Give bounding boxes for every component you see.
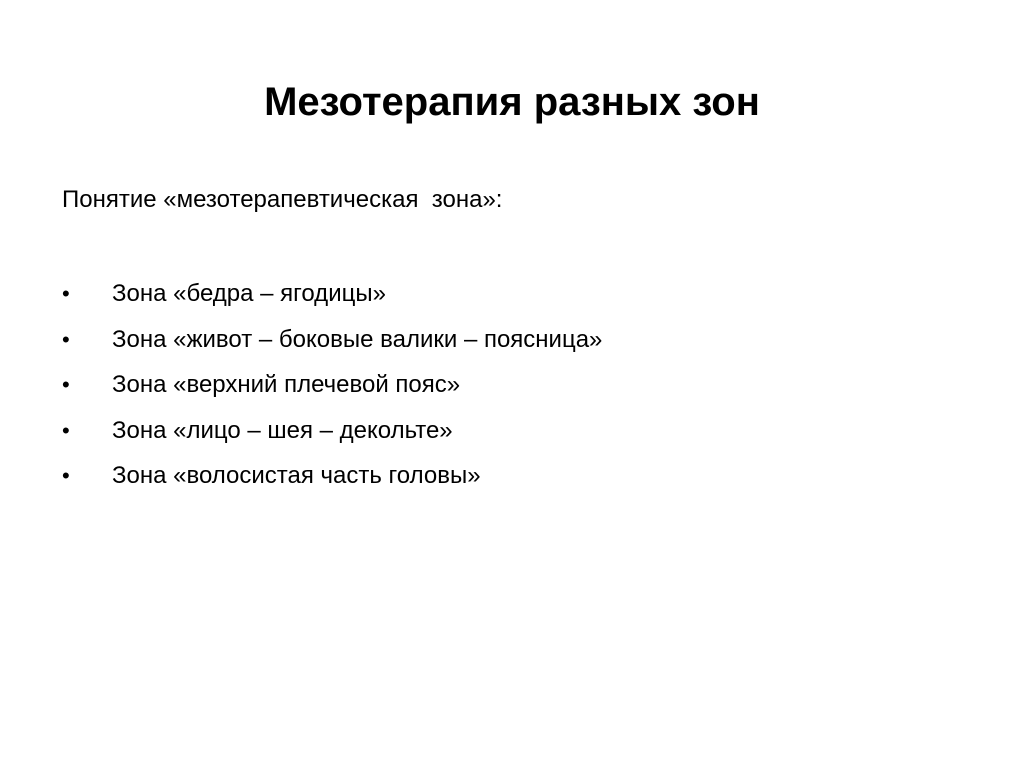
list-item-text: Зона «волосистая часть головы» [112,462,481,489]
intro-text: Понятие «мезотерапевтическая зона»: [62,186,503,213]
bullet-icon: • [62,326,70,352]
bullet-icon: • [62,372,70,397]
bullet-icon: • [62,463,70,488]
list-item-text: Зона «живот – боковые валики – поясница» [112,325,603,353]
slide-title: Мезотерапия разных зон [264,80,760,124]
list-item-text: Зона «лицо – шея – декольте» [112,416,453,444]
bullet-icon: • [62,417,70,443]
bullet-icon: • [62,281,70,306]
list-item-text: Зона «верхний плечевой пояс» [112,371,461,398]
list-item-text: Зона «бедра – ягодицы» [112,280,386,307]
